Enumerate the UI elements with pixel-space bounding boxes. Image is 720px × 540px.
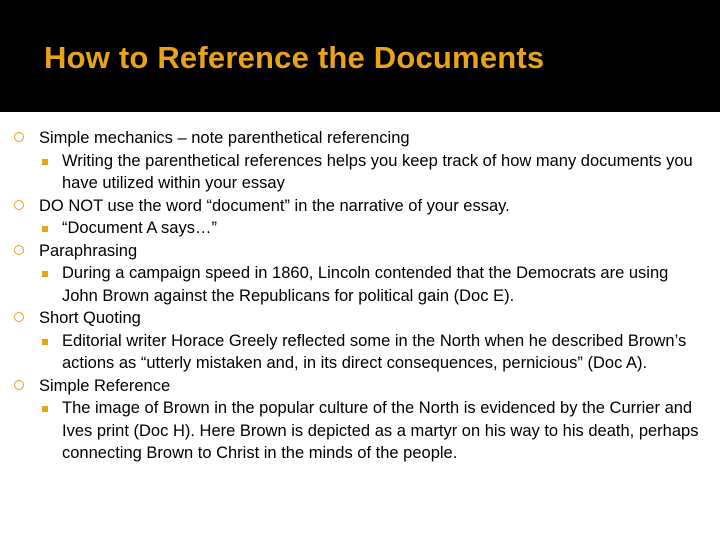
sub-bullet-item [0,150,720,195]
bullet-text: Short Quoting [39,309,141,327]
sub-bullet-item [0,217,720,240]
bullet-text: Simple Reference [39,376,171,395]
circle-bullet-icon [14,312,24,322]
slide-title: How to Reference the Documents [44,40,545,75]
sub-bullet-text: During a campaign speed in 1860, Lincoln contended that the Democrats are using John Brown against the Republicans for political gain (Doc E). [62,264,669,305]
sub-bullet-item [0,330,720,375]
circle-bullet-icon [14,200,24,210]
square-bullet-icon [42,159,48,165]
title-bar [0,0,720,112]
sub-bullet-text: Writing the parenthetical references helps you keep track of how many documents you have utilized within your essay [62,151,693,192]
slide-content [0,127,720,465]
sub-bullet-text: “Document A says…” [62,219,217,237]
bullet-text: DO NOT use the word “document” in the narrative of your essay. [39,196,510,215]
circle-bullet-icon [14,245,24,255]
square-bullet-icon [42,226,48,232]
bullet-item [0,127,720,150]
bullet-item [0,375,720,398]
sub-bullet-text: Editorial writer Horace Greely reflected some in the North when he described Brown’s actions as “utterly mistaken and, in its direct consequences, pernicious” (Doc A). [62,331,687,372]
square-bullet-icon [42,271,48,277]
bullet-text: Paraphrasing [39,241,138,260]
circle-bullet-icon [14,132,24,142]
bullet-item [0,307,720,330]
sub-bullet-item [0,397,720,465]
bullet-item [0,195,720,218]
sub-bullet-text: The image of Brown in the popular culture of the North is evidenced by the Currier and Ives print (Doc H). Here Brown is depicted as a martyr on his way to his death, perhaps connecting Brown to Christ in the minds of the people. [62,399,699,462]
sub-bullet-item [0,262,720,307]
bullet-item [0,240,720,263]
square-bullet-icon [42,406,48,412]
bullet-text: Simple mechanics – note parenthetical referencing [39,129,410,147]
circle-bullet-icon [14,380,24,390]
square-bullet-icon [42,339,48,345]
